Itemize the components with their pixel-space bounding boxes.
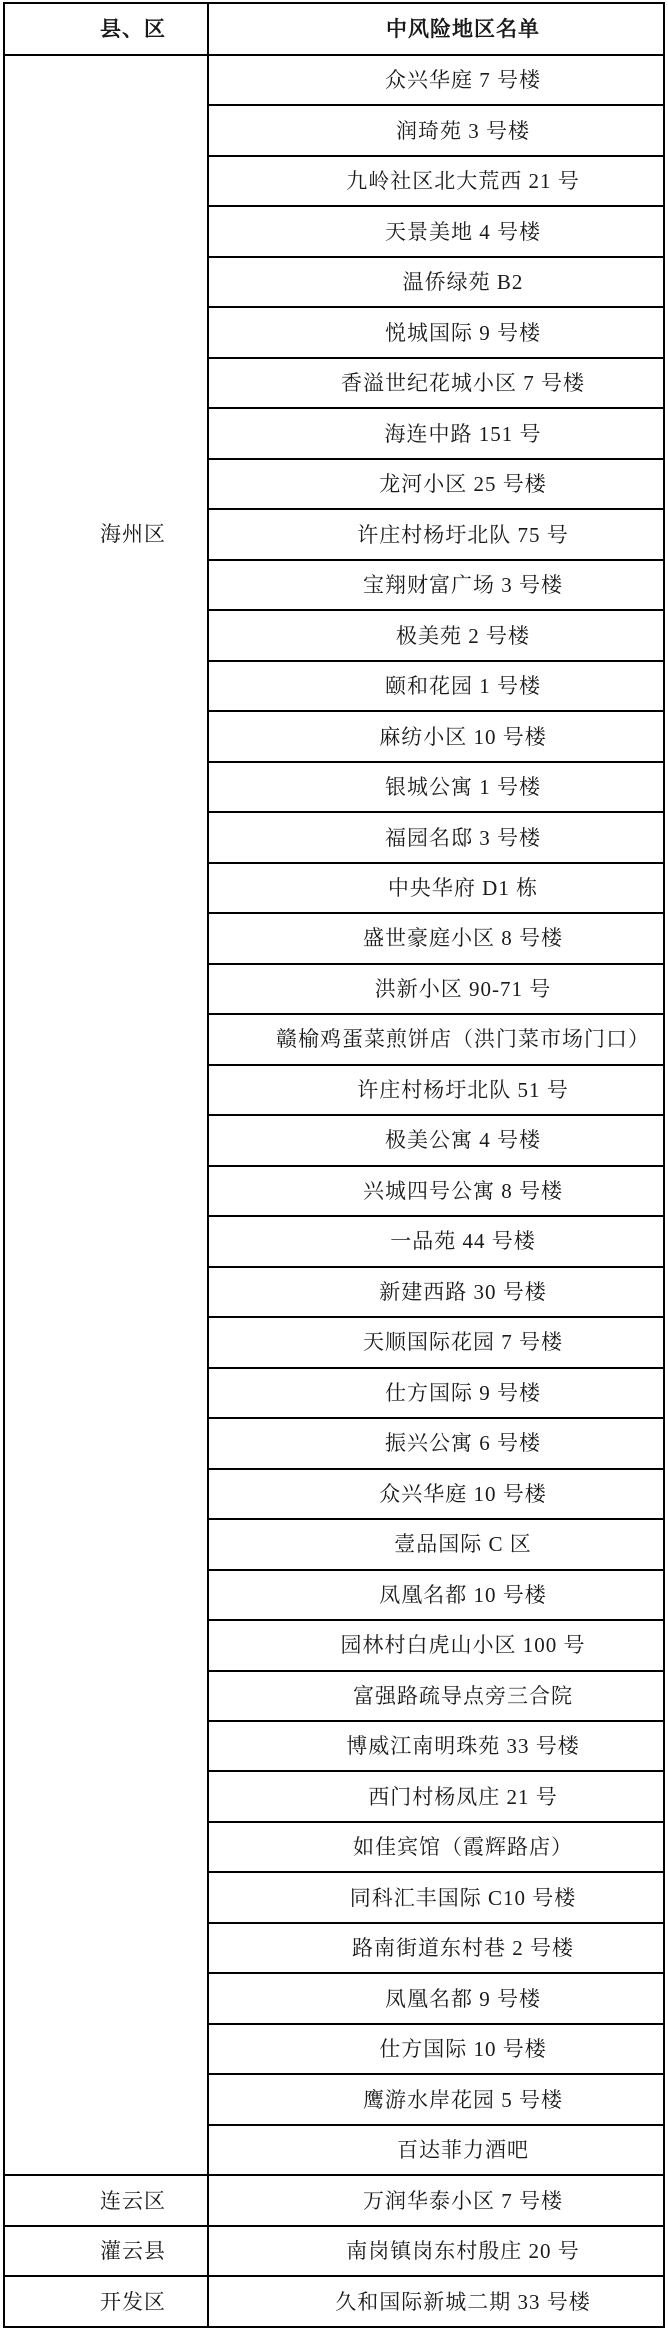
area-cell: 极美公寓 4 号楼 xyxy=(208,1115,664,1165)
area-cell: 洪新小区 90-71 号 xyxy=(208,964,664,1014)
area-cell: 赣榆鸡蛋菜煎饼店（洪门菜市场门口） xyxy=(208,1014,664,1064)
area-cell: 如佳宾馆（霞辉路店） xyxy=(208,1822,664,1872)
area-cell: 许庄村杨圩北队 75 号 xyxy=(208,509,664,559)
area-cell: 兴城四号公寓 8 号楼 xyxy=(208,1166,664,1216)
risk-area-table xyxy=(3,2,665,2328)
area-cell: 壹品国际 C 区 xyxy=(208,1519,664,1569)
area-cell: 西门村杨凤庄 21 号 xyxy=(208,1771,664,1821)
area-cell: 振兴公寓 6 号楼 xyxy=(208,1418,664,1468)
district-label: 开发区 xyxy=(100,2289,166,2314)
district-cell xyxy=(4,2175,208,2225)
district-cell xyxy=(4,55,208,2175)
area-cell: 园林村白虎山小区 100 号 xyxy=(208,1620,664,1670)
area-cell: 一品苑 44 号楼 xyxy=(208,1216,664,1266)
area-cell: 极美苑 2 号楼 xyxy=(208,610,664,660)
area-cell: 百达菲力酒吧 xyxy=(208,2125,664,2175)
header-row xyxy=(4,3,664,55)
area-cell: 福园名邸 3 号楼 xyxy=(208,812,664,862)
district-label: 连云区 xyxy=(100,2188,166,2213)
area-cell: 中央华府 D1 栋 xyxy=(208,863,664,913)
area-cell: 新建西路 30 号楼 xyxy=(208,1267,664,1317)
table-row xyxy=(4,2175,664,2225)
district-cell xyxy=(4,2226,208,2276)
risk-area-table-container xyxy=(3,2,665,2328)
area-cell: 海连中路 151 号 xyxy=(208,408,664,458)
area-cell: 南岗镇岗东村殷庄 20 号 xyxy=(208,2226,664,2276)
column-header-district: 县、区 xyxy=(4,3,208,55)
area-cell: 盛世豪庭小区 8 号楼 xyxy=(208,913,664,963)
area-cell: 博威江南明珠苑 33 号楼 xyxy=(208,1721,664,1771)
area-cell: 同科汇丰国际 C10 号楼 xyxy=(208,1872,664,1922)
district-cell xyxy=(4,2276,208,2327)
risk-area-table-body xyxy=(4,55,664,2327)
area-cell: 许庄村杨圩北队 51 号 xyxy=(208,1065,664,1115)
area-cell: 万润华泰小区 7 号楼 xyxy=(208,2175,664,2225)
area-cell: 富强路疏导点旁三合院 xyxy=(208,1671,664,1721)
area-cell: 润琦苑 3 号楼 xyxy=(208,105,664,155)
area-cell: 鹰游水岸花园 5 号楼 xyxy=(208,2074,664,2124)
area-cell: 颐和花园 1 号楼 xyxy=(208,661,664,711)
area-cell: 仕方国际 10 号楼 xyxy=(208,2024,664,2074)
area-cell: 凤凰名都 10 号楼 xyxy=(208,1570,664,1620)
area-cell: 温侨绿苑 B2 xyxy=(208,257,664,307)
table-row xyxy=(4,2226,664,2276)
area-cell: 悦城国际 9 号楼 xyxy=(208,307,664,357)
area-cell: 众兴华庭 10 号楼 xyxy=(208,1469,664,1519)
area-cell: 路南街道东村巷 2 号楼 xyxy=(208,1923,664,1973)
area-cell: 龙河小区 25 号楼 xyxy=(208,459,664,509)
area-cell: 香溢世纪花城小区 7 号楼 xyxy=(208,358,664,408)
area-cell: 众兴华庭 7 号楼 xyxy=(208,55,664,105)
area-cell: 九岭社区北大荒西 21 号 xyxy=(208,156,664,206)
risk-area-table-head xyxy=(4,3,664,55)
area-cell: 银城公寓 1 号楼 xyxy=(208,762,664,812)
area-cell: 凤凰名都 9 号楼 xyxy=(208,1973,664,2023)
district-label: 灌云县 xyxy=(100,2239,166,2264)
area-cell: 久和国际新城二期 33 号楼 xyxy=(208,2276,664,2327)
table-row xyxy=(4,55,664,105)
district-label: 海州区 xyxy=(100,522,166,546)
area-cell: 麻纺小区 10 号楼 xyxy=(208,711,664,761)
area-cell: 天顺国际花园 7 号楼 xyxy=(208,1317,664,1367)
column-header-area-list: 中风险地区名单 xyxy=(208,3,664,55)
table-row xyxy=(4,2276,664,2327)
area-cell: 天景美地 4 号楼 xyxy=(208,206,664,256)
area-cell: 仕方国际 9 号楼 xyxy=(208,1368,664,1418)
area-cell: 宝翔财富广场 3 号楼 xyxy=(208,560,664,610)
